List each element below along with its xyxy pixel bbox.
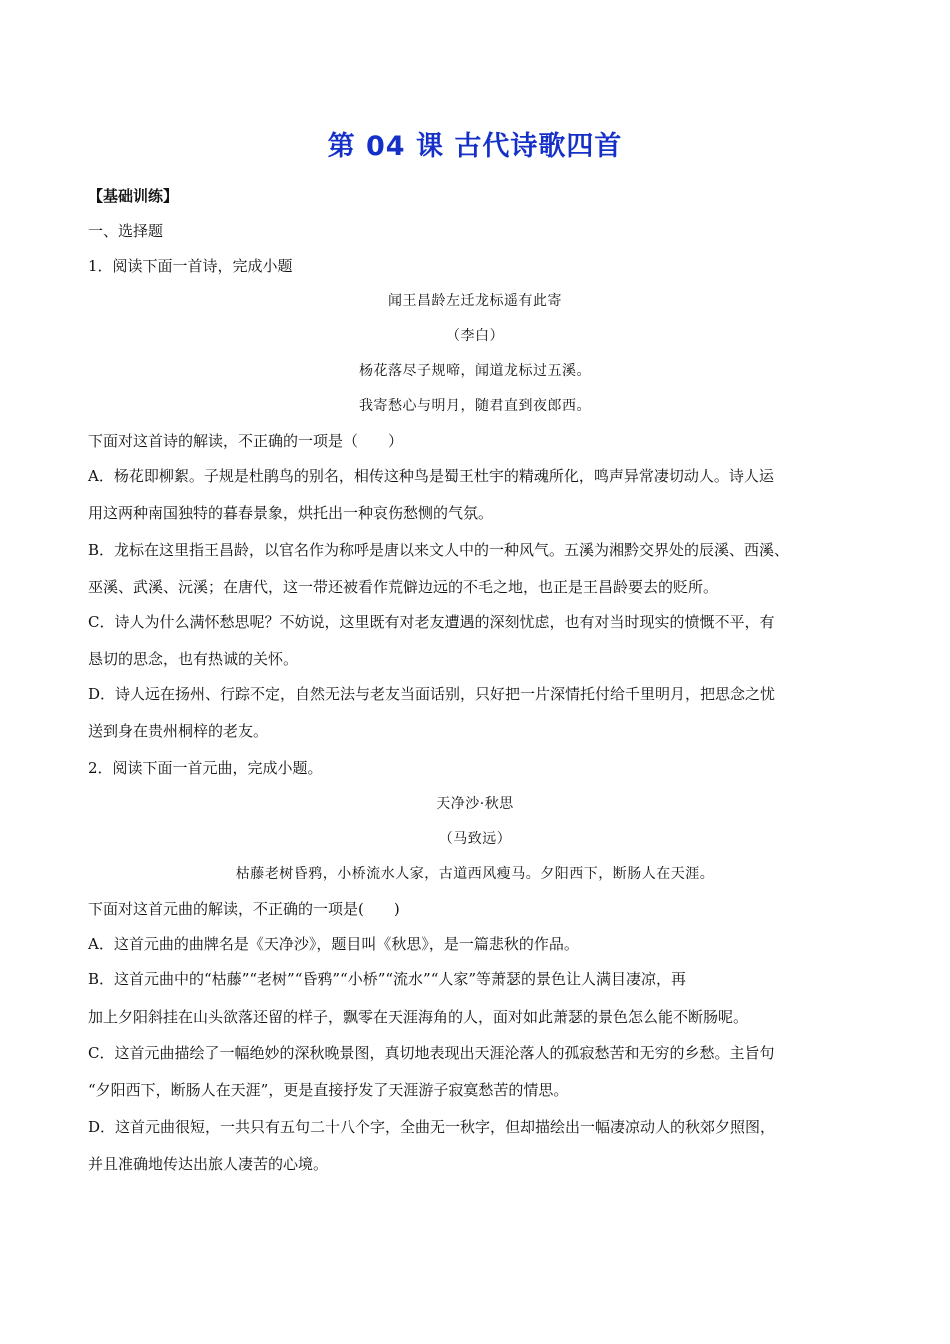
q1-poem-author: （李白） xyxy=(446,328,504,344)
q1-poem-line-1: 杨花落尽子规啼，闻道龙标过五溪。 xyxy=(359,363,591,379)
q1-option-b-line-1: B．龙标在这里指王昌龄，以官名作为称呼是唐以来文人中的一种风气。五溪为湘黔交界处的辰溪、西溪、 xyxy=(88,541,790,559)
q2-option-a-line-1: A．这首元曲的曲牌名是《天净沙》，题目叫《秋思》，是一篇悲秋的作品。 xyxy=(88,935,579,953)
q2-poem-title: 天净沙·秋思 xyxy=(436,796,514,812)
part-heading: 一、选择题 xyxy=(88,222,164,240)
page-title: 第 04 课 古代诗歌四首 xyxy=(327,131,623,162)
q2-option-b-line-2: 加上夕阳斜挂在山头欲落还留的样子，飘零在天涯海角的人，面对如此萧瑟的景色怎么能不断肠呢。 xyxy=(88,1008,749,1026)
q1-option-c-line-2: 恳切的思念，也有热诚的关怀。 xyxy=(88,650,299,668)
q1-option-c-line-1: C．诗人为什么满怀愁思呢？不妨说，这里既有对老友遭遇的深刻忧虑，也有对当时现实的愤慨不平，有 xyxy=(88,613,775,631)
q1-option-d-line-1: D．诗人远在扬州、行踪不定，自然无法与老友当面话别，只好把一片深情托付给千里明月，把思念之忧 xyxy=(88,685,776,703)
q1-prompt: 1．阅读下面一首诗，完成小题 xyxy=(88,257,293,275)
q2-option-d-line-1: D．这首元曲很短，一共只有五句二十八个字，全曲无一秋字，但却描绘出一幅凄凉动人的秋郊夕照图， xyxy=(88,1118,776,1136)
q2-option-c-line-2: “夕阳西下，断肠人在天涯”，更是直接抒发了天涯游子寂寞愁苦的情思。 xyxy=(88,1081,569,1099)
section-heading: 【基础训练】 xyxy=(88,187,179,205)
q1-question: 下面对这首诗的解读，不正确的一项是（ ） xyxy=(88,432,404,450)
q1-poem-line-2: 我寄愁心与明月，随君直到夜郎西。 xyxy=(359,398,591,414)
q2-poem-line-1: 枯藤老树昏鸦，小桥流水人家，古道西风瘦马。夕阳西下，断肠人在天涯。 xyxy=(235,866,715,882)
q1-poem-title: 闻王昌龄左迁龙标遥有此寄 xyxy=(388,293,562,309)
q2-prompt: 2．阅读下面一首元曲，完成小题。 xyxy=(88,759,323,777)
q1-option-a-line-2: 用这两种南国独特的暮春景象，烘托出一种哀伤愁恻的气氛。 xyxy=(88,504,494,522)
q2-option-b-line-1: B．这首元曲中的“枯藤”“老树”“昏鸦”“小桥”“流水”“人家”等萧瑟的景色让人满目凄凉，再 xyxy=(88,970,687,988)
q1-option-a-line-1: A．杨花即柳絮。子规是杜鹃鸟的别名，相传这种鸟是蜀王杜宇的精魂所化，鸣声异常凄切动人。诗人运 xyxy=(88,467,774,485)
q2-option-c-line-1: C．这首元曲描绘了一幅绝妙的深秋晚景图，真切地表现出天涯沦落人的孤寂愁苦和无穷的乡愁。主旨句 xyxy=(88,1044,775,1062)
q2-option-d-line-2: 并且准确地传达出旅人凄苦的心境。 xyxy=(88,1155,329,1173)
q1-option-d-line-2: 送到身在贵州桐梓的老友。 xyxy=(88,722,269,740)
q2-poem-author: （马致远） xyxy=(438,831,512,847)
q2-question: 下面对这首元曲的解读，不正确的一项是( ) xyxy=(88,900,400,918)
q1-option-b-line-2: 巫溪、武溪、沅溪；在唐代，这一带还被看作荒僻边远的不毛之地，也正是王昌龄要去的贬所。 xyxy=(88,578,719,596)
